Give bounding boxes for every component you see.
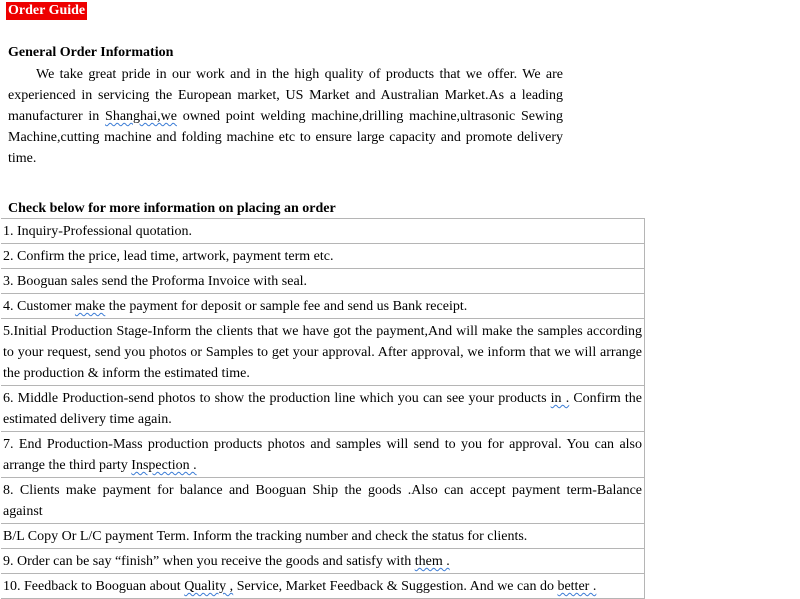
step-text: Service, Market Feedback & Suggestion. And we can do — [233, 579, 558, 594]
step-cell — [1, 574, 645, 599]
table-row — [1, 269, 645, 294]
step-cell — [1, 432, 645, 478]
table-row — [1, 478, 645, 524]
intro-text-part: We take great pride in our work and in the high quality of products that we offer. We are experienced in servicing the European market, US Market and Australian Market.As a leading manufacturer in — [8, 67, 563, 124]
step-cell — [1, 524, 645, 549]
order-steps-heading: Check below for more information on placing an order — [8, 201, 336, 216]
step-text: 3. Booguan sales send the Proforma Invoice with seal. — [3, 274, 308, 289]
general-info-paragraph — [8, 64, 563, 169]
spellcheck-mark: Quality , — [184, 579, 234, 594]
table-row — [1, 524, 645, 549]
spellcheck-mark: Shanghai,we — [105, 109, 177, 124]
spellcheck-mark: better . — [557, 579, 597, 594]
step-cell — [1, 386, 645, 432]
table-row — [1, 294, 645, 319]
spellcheck-mark: them . — [414, 554, 450, 569]
step-text: 6. Middle Production-send photos to show the production line which you can see your products — [3, 391, 551, 406]
step-cell — [1, 269, 645, 294]
step-cell — [1, 219, 645, 244]
step-text: 4. Customer — [3, 299, 75, 314]
table-row — [1, 549, 645, 574]
step-text: 5.Initial Production Stage-Inform the clients that we have got the payment,And will make the samples according to your request, send you photos or Samples to get your approval. After approval, we inform that we will arrange the production & inform the estimated time. — [3, 324, 642, 381]
step-text: 1. Inquiry-Professional quotation. — [3, 224, 192, 239]
step-text: the payment for deposit or sample fee and send us Bank receipt. — [105, 299, 468, 314]
step-cell — [1, 244, 645, 269]
step-text: 8. Clients make payment for balance and Booguan Ship the goods .Also can accept payment term-Balance against — [3, 483, 642, 519]
intro-text-part: owned point welding machine,drilling machine,ultrasonic Sewing Machine,cutting machine and folding machine etc to ensure large capacity and promote delivery time. — [8, 109, 563, 166]
general-info-heading: General Order Information — [8, 45, 174, 60]
order-steps-table — [1, 218, 645, 599]
step-cell — [1, 478, 645, 524]
table-row — [1, 244, 645, 269]
step-text: B/L Copy Or L/C payment Term. Inform the tracking number and check the status for clients. — [3, 529, 528, 544]
table-row — [1, 219, 645, 244]
step-text: 9. Order can be say “finish” when you receive the goods and satisfy with — [3, 554, 415, 569]
spellcheck-mark: in . — [550, 391, 570, 406]
step-text: 2. Confirm the price, lead time, artwork, payment term etc. — [3, 249, 334, 264]
table-row — [1, 319, 645, 386]
step-cell — [1, 549, 645, 574]
step-text: 10. Feedback to Booguan about — [3, 579, 185, 594]
step-text: 7. End Production-Mass production products photos and samples will send to you for approval. You can also arrange the third party — [3, 437, 642, 473]
step-text: Confirm the estimated delivery time again. — [3, 391, 643, 427]
step-cell — [1, 294, 645, 319]
table-row — [1, 574, 645, 599]
order-guide-title: Order Guide — [8, 3, 86, 18]
table-row — [1, 386, 645, 432]
table-row — [1, 432, 645, 478]
spellcheck-mark: make — [74, 299, 106, 314]
spellcheck-mark: Inspection . — [131, 458, 197, 473]
step-cell — [1, 319, 645, 386]
